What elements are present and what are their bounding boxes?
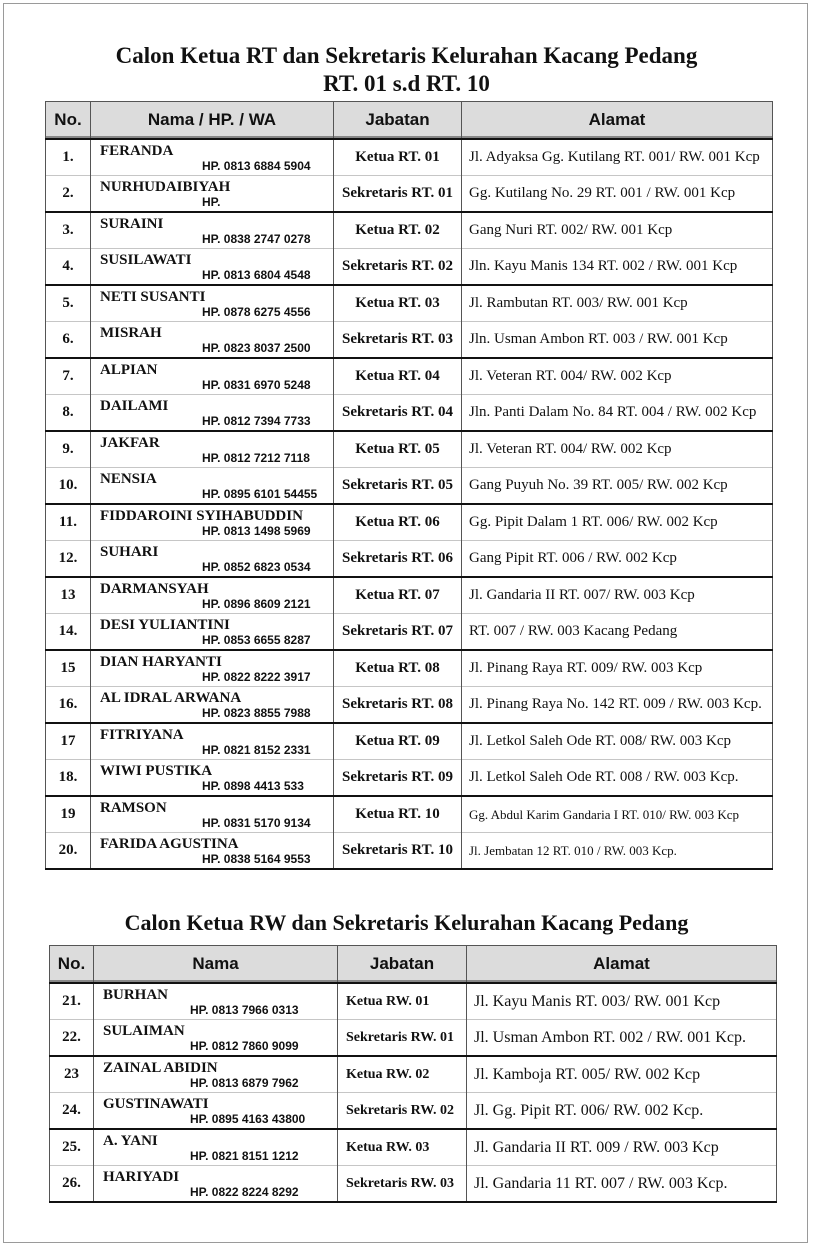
candidate-position: Sekretaris RT. 10 — [334, 833, 462, 870]
candidate-position: Ketua RT. 09 — [334, 723, 462, 760]
candidate-address: Jl. Letkol Saleh Ode RT. 008/ RW. 003 Kcp — [462, 723, 773, 760]
row-number: 18. — [46, 760, 91, 797]
rt-title-line2: RT. 01 s.d RT. 10 — [323, 71, 490, 96]
header-alamat: Alamat — [467, 946, 777, 984]
candidate-address: Gang Pipit RT. 006 / RW. 002 Kcp — [462, 541, 773, 578]
candidate-cell — [94, 1129, 338, 1166]
candidate-position: Sekretaris RT. 09 — [334, 760, 462, 797]
row-number: 16. — [46, 687, 91, 724]
candidate-phone: HP. 0898 4413 533 — [202, 779, 304, 793]
candidate-name: BURHAN — [103, 987, 169, 1003]
candidate-address: Jl. Jembatan 12 RT. 010 / RW. 003 Kcp. — [462, 833, 773, 870]
candidate-cell — [91, 796, 334, 833]
candidate-cell — [94, 1020, 338, 1057]
candidate-phone: HP. 0812 7860 9099 — [190, 1039, 299, 1053]
table-row — [50, 983, 777, 1020]
row-number: 5. — [46, 285, 91, 322]
candidate-position: Ketua RT. 10 — [334, 796, 462, 833]
table-row — [46, 431, 773, 468]
candidate-cell — [91, 723, 334, 760]
candidate-phone: HP. 0831 5170 9134 — [202, 816, 311, 830]
row-number: 2. — [46, 176, 91, 213]
candidate-position: Ketua RT. 03 — [334, 285, 462, 322]
table-row — [46, 541, 773, 578]
candidate-address: Jln. Kayu Manis 134 RT. 002 / RW. 001 Kcp — [462, 249, 773, 286]
candidate-address: Jl. Gandaria II RT. 009 / RW. 003 Kcp — [467, 1129, 777, 1166]
candidate-address: Jl. Kayu Manis RT. 003/ RW. 001 Kcp — [467, 983, 777, 1020]
table-row — [46, 249, 773, 286]
candidate-position: Ketua RT. 08 — [334, 650, 462, 687]
candidate-phone: HP. 0853 6655 8287 — [202, 633, 311, 647]
candidate-cell — [91, 833, 334, 870]
candidate-name: SUHARI — [100, 544, 159, 560]
candidate-name: DAILAMI — [100, 398, 169, 414]
candidate-name: GUSTINAWATI — [103, 1096, 209, 1112]
candidate-address: Gang Puyuh No. 39 RT. 005/ RW. 002 Kcp — [462, 468, 773, 505]
candidate-address: Jln. Usman Ambon RT. 003 / RW. 001 Kcp — [462, 322, 773, 359]
candidate-name: NETI SUSANTI — [100, 289, 206, 305]
candidate-address: Jl. Gandaria 11 RT. 007 / RW. 003 Kcp. — [467, 1166, 777, 1203]
candidate-name: ALPIAN — [100, 362, 158, 378]
candidate-position: Sekretaris RW. 02 — [338, 1093, 467, 1130]
row-number: 22. — [50, 1020, 94, 1057]
candidate-phone: HP. 0822 8222 3917 — [202, 670, 311, 684]
candidate-phone: HP. 0822 8224 8292 — [190, 1185, 299, 1199]
candidate-position: Ketua RT. 01 — [334, 139, 462, 176]
row-number: 10. — [46, 468, 91, 505]
rw-table-body — [50, 983, 777, 1202]
candidate-name: SUSILAWATI — [100, 252, 192, 268]
candidate-name: RAMSON — [100, 800, 167, 816]
candidate-cell — [91, 139, 334, 176]
table-row — [46, 322, 773, 359]
row-number: 17 — [46, 723, 91, 760]
candidate-phone: HP. 0821 8152 2331 — [202, 743, 311, 757]
candidate-phone: HP. — [202, 195, 221, 209]
candidate-phone: HP. 0831 6970 5248 — [202, 378, 311, 392]
candidate-phone: HP. 0813 7966 0313 — [190, 1003, 299, 1017]
candidate-address: Gg. Kutilang No. 29 RT. 001 / RW. 001 Kcp — [462, 176, 773, 213]
candidate-phone: HP. 0823 8855 7988 — [202, 706, 311, 720]
table-row — [50, 1056, 777, 1093]
table-row — [50, 1129, 777, 1166]
candidate-address: Jl. Veteran RT. 004/ RW. 002 Kcp — [462, 358, 773, 395]
candidate-address: Jl. Pinang Raya No. 142 RT. 009 / RW. 003 Kcp. — [462, 687, 773, 724]
candidate-position: Sekretaris RT. 05 — [334, 468, 462, 505]
row-number: 3. — [46, 212, 91, 249]
header-no: No. — [50, 946, 94, 984]
rw-title: Calon Ketua RW dan Sekretaris Kelurahan Kacang Pedang — [124, 910, 689, 935]
rt-candidates-table — [45, 101, 773, 870]
candidate-phone: HP. 0821 8151 1212 — [190, 1149, 299, 1163]
row-number: 20. — [46, 833, 91, 870]
header-jabatan: Jabatan — [338, 946, 467, 984]
rt-title-line1: Calon Ketua RT dan Sekretaris Kelurahan Kacang Pedang — [115, 43, 698, 68]
table-row — [46, 650, 773, 687]
row-number: 25. — [50, 1129, 94, 1166]
candidate-address: Jl. Gandaria II RT. 007/ RW. 003 Kcp — [462, 577, 773, 614]
candidate-address: Jl. Kamboja RT. 005/ RW. 002 Kcp — [467, 1056, 777, 1093]
candidate-phone: HP. 0878 6275 4556 — [202, 305, 311, 319]
candidate-address: Jl. Pinang Raya RT. 009/ RW. 003 Kcp — [462, 650, 773, 687]
row-number: 15 — [46, 650, 91, 687]
header-nama: Nama — [94, 946, 338, 984]
candidate-cell — [91, 504, 334, 541]
rw-candidates-table — [49, 945, 777, 1203]
candidate-address: Jl. Rambutan RT. 003/ RW. 001 Kcp — [462, 285, 773, 322]
candidate-name: DESI YULIANTINI — [100, 617, 230, 633]
candidate-name: A. YANI — [103, 1133, 158, 1149]
header-jabatan: Jabatan — [334, 102, 462, 140]
table-row — [46, 687, 773, 724]
table-row — [46, 395, 773, 432]
candidate-cell — [94, 983, 338, 1020]
candidate-phone: HP. 0895 6101 54455 — [202, 487, 318, 501]
candidate-position: Ketua RW. 03 — [338, 1129, 467, 1166]
header-alamat: Alamat — [462, 102, 773, 140]
candidate-name: FERANDA — [100, 143, 174, 159]
candidate-phone: HP. 0838 5164 9553 — [202, 852, 311, 866]
candidate-address: Jln. Panti Dalam No. 84 RT. 004 / RW. 002 Kcp — [462, 395, 773, 432]
table-row — [46, 614, 773, 651]
candidate-position: Ketua RT. 07 — [334, 577, 462, 614]
row-number: 13 — [46, 577, 91, 614]
candidate-cell — [91, 541, 334, 578]
candidate-cell — [91, 468, 334, 505]
candidate-name: JAKFAR — [100, 435, 160, 451]
candidate-address: Gang Nuri RT. 002/ RW. 001 Kcp — [462, 212, 773, 249]
candidate-address: RT. 007 / RW. 003 Kacang Pedang — [462, 614, 773, 651]
candidate-address: Jl. Letkol Saleh Ode RT. 008 / RW. 003 Kcp. — [462, 760, 773, 797]
candidate-name: WIWI PUSTIKA — [100, 763, 213, 779]
header-no: No. — [46, 102, 91, 140]
candidate-cell — [94, 1056, 338, 1093]
candidate-cell — [91, 285, 334, 322]
table-row — [46, 176, 773, 213]
candidate-name: SURAINI — [100, 216, 164, 232]
table-row — [46, 358, 773, 395]
candidate-phone: HP. 0812 7394 7733 — [202, 414, 311, 428]
candidate-address: Jl. Gg. Pipit RT. 006/ RW. 002 Kcp. — [467, 1093, 777, 1130]
table-row — [46, 139, 773, 176]
candidate-name: ZAINAL ABIDIN — [103, 1060, 218, 1076]
candidate-position: Sekretaris RT. 03 — [334, 322, 462, 359]
candidate-cell — [91, 650, 334, 687]
candidate-name: NURHUDAIBIYAH — [100, 179, 231, 195]
table-row — [46, 760, 773, 797]
candidate-position: Sekretaris RT. 02 — [334, 249, 462, 286]
row-number: 26. — [50, 1166, 94, 1203]
rt-table-body — [46, 139, 773, 869]
candidate-address: Jl. Veteran RT. 004/ RW. 002 Kcp — [462, 431, 773, 468]
candidate-cell — [91, 176, 334, 213]
row-number: 6. — [46, 322, 91, 359]
candidate-phone: HP. 0813 6804 4548 — [202, 268, 311, 282]
candidate-address: Jl. Adyaksa Gg. Kutilang RT. 001/ RW. 001 Kcp — [462, 139, 773, 176]
candidate-position: Sekretaris RW. 01 — [338, 1020, 467, 1057]
candidate-cell — [91, 687, 334, 724]
table-row — [46, 833, 773, 870]
rt-table-header — [46, 102, 773, 140]
row-number: 12. — [46, 541, 91, 578]
candidate-position: Sekretaris RT. 07 — [334, 614, 462, 651]
candidate-address: Gg. Pipit Dalam 1 RT. 006/ RW. 002 Kcp — [462, 504, 773, 541]
table-row — [50, 1093, 777, 1130]
candidate-position: Sekretaris RT. 06 — [334, 541, 462, 578]
table-row — [46, 796, 773, 833]
candidate-cell — [91, 358, 334, 395]
table-row — [46, 212, 773, 249]
candidate-phone: HP. 0813 6879 7962 — [190, 1076, 299, 1090]
candidate-position: Sekretaris RT. 01 — [334, 176, 462, 213]
table-row — [46, 285, 773, 322]
candidate-cell — [91, 577, 334, 614]
candidate-position: Ketua RT. 02 — [334, 212, 462, 249]
candidate-cell — [91, 760, 334, 797]
table-row — [50, 1166, 777, 1203]
candidate-phone: HP. 0838 2747 0278 — [202, 232, 311, 246]
rw-table-header — [50, 946, 777, 984]
candidate-position: Ketua RW. 01 — [338, 983, 467, 1020]
candidate-phone: HP. 0823 8037 2500 — [202, 341, 311, 355]
table-row — [46, 504, 773, 541]
candidate-position: Sekretaris RT. 08 — [334, 687, 462, 724]
candidate-name: SULAIMAN — [103, 1023, 185, 1039]
candidate-position: Ketua RT. 05 — [334, 431, 462, 468]
row-number: 23 — [50, 1056, 94, 1093]
candidate-cell — [94, 1166, 338, 1203]
table-row — [46, 577, 773, 614]
row-number: 7. — [46, 358, 91, 395]
candidate-phone: HP. 0852 6823 0534 — [202, 560, 311, 574]
candidate-name: FITRIYANA — [100, 727, 184, 743]
row-number: 11. — [46, 504, 91, 541]
row-number: 19 — [46, 796, 91, 833]
row-number: 8. — [46, 395, 91, 432]
candidate-name: MISRAH — [100, 325, 162, 341]
candidate-position: Ketua RW. 02 — [338, 1056, 467, 1093]
candidate-position: Ketua RT. 06 — [334, 504, 462, 541]
candidate-cell — [91, 431, 334, 468]
row-number: 1. — [46, 139, 91, 176]
candidate-name: DIAN HARYANTI — [100, 654, 222, 670]
candidate-cell — [91, 322, 334, 359]
candidate-phone: HP. 0812 7212 7118 — [202, 451, 310, 465]
row-number: 24. — [50, 1093, 94, 1130]
candidate-address: Jl. Usman Ambon RT. 002 / RW. 001 Kcp. — [467, 1020, 777, 1057]
candidate-position: Sekretaris RW. 03 — [338, 1166, 467, 1203]
candidate-cell — [91, 212, 334, 249]
candidate-name: HARIYADI — [103, 1169, 180, 1185]
table-row — [46, 723, 773, 760]
candidate-position: Sekretaris RT. 04 — [334, 395, 462, 432]
candidate-name: NENSIA — [100, 471, 157, 487]
candidate-name: FARIDA AGUSTINA — [100, 836, 239, 852]
header-nama: Nama / HP. / WA — [91, 102, 334, 140]
candidate-cell — [91, 249, 334, 286]
candidate-phone: HP. 0895 4163 43800 — [190, 1112, 306, 1126]
row-number: 4. — [46, 249, 91, 286]
table-row — [50, 1020, 777, 1057]
candidate-name: DARMANSYAH — [100, 581, 209, 597]
row-number: 9. — [46, 431, 91, 468]
candidate-address: Gg. Abdul Karim Gandaria I RT. 010/ RW. 003 Kcp — [462, 796, 773, 833]
candidate-cell — [91, 395, 334, 432]
row-number: 14. — [46, 614, 91, 651]
candidate-cell — [91, 614, 334, 651]
candidate-name: FIDDAROINI SYIHABUDDIN — [100, 508, 303, 524]
candidate-position: Ketua RT. 04 — [334, 358, 462, 395]
table-row — [46, 468, 773, 505]
candidate-phone: HP. 0813 1498 5969 — [202, 524, 311, 538]
candidate-name: AL IDRAL ARWANA — [100, 690, 242, 706]
candidate-cell — [94, 1093, 338, 1130]
row-number: 21. — [50, 983, 94, 1020]
candidate-phone: HP. 0813 6884 5904 — [202, 159, 311, 173]
candidate-phone: HP. 0896 8609 2121 — [202, 597, 311, 611]
